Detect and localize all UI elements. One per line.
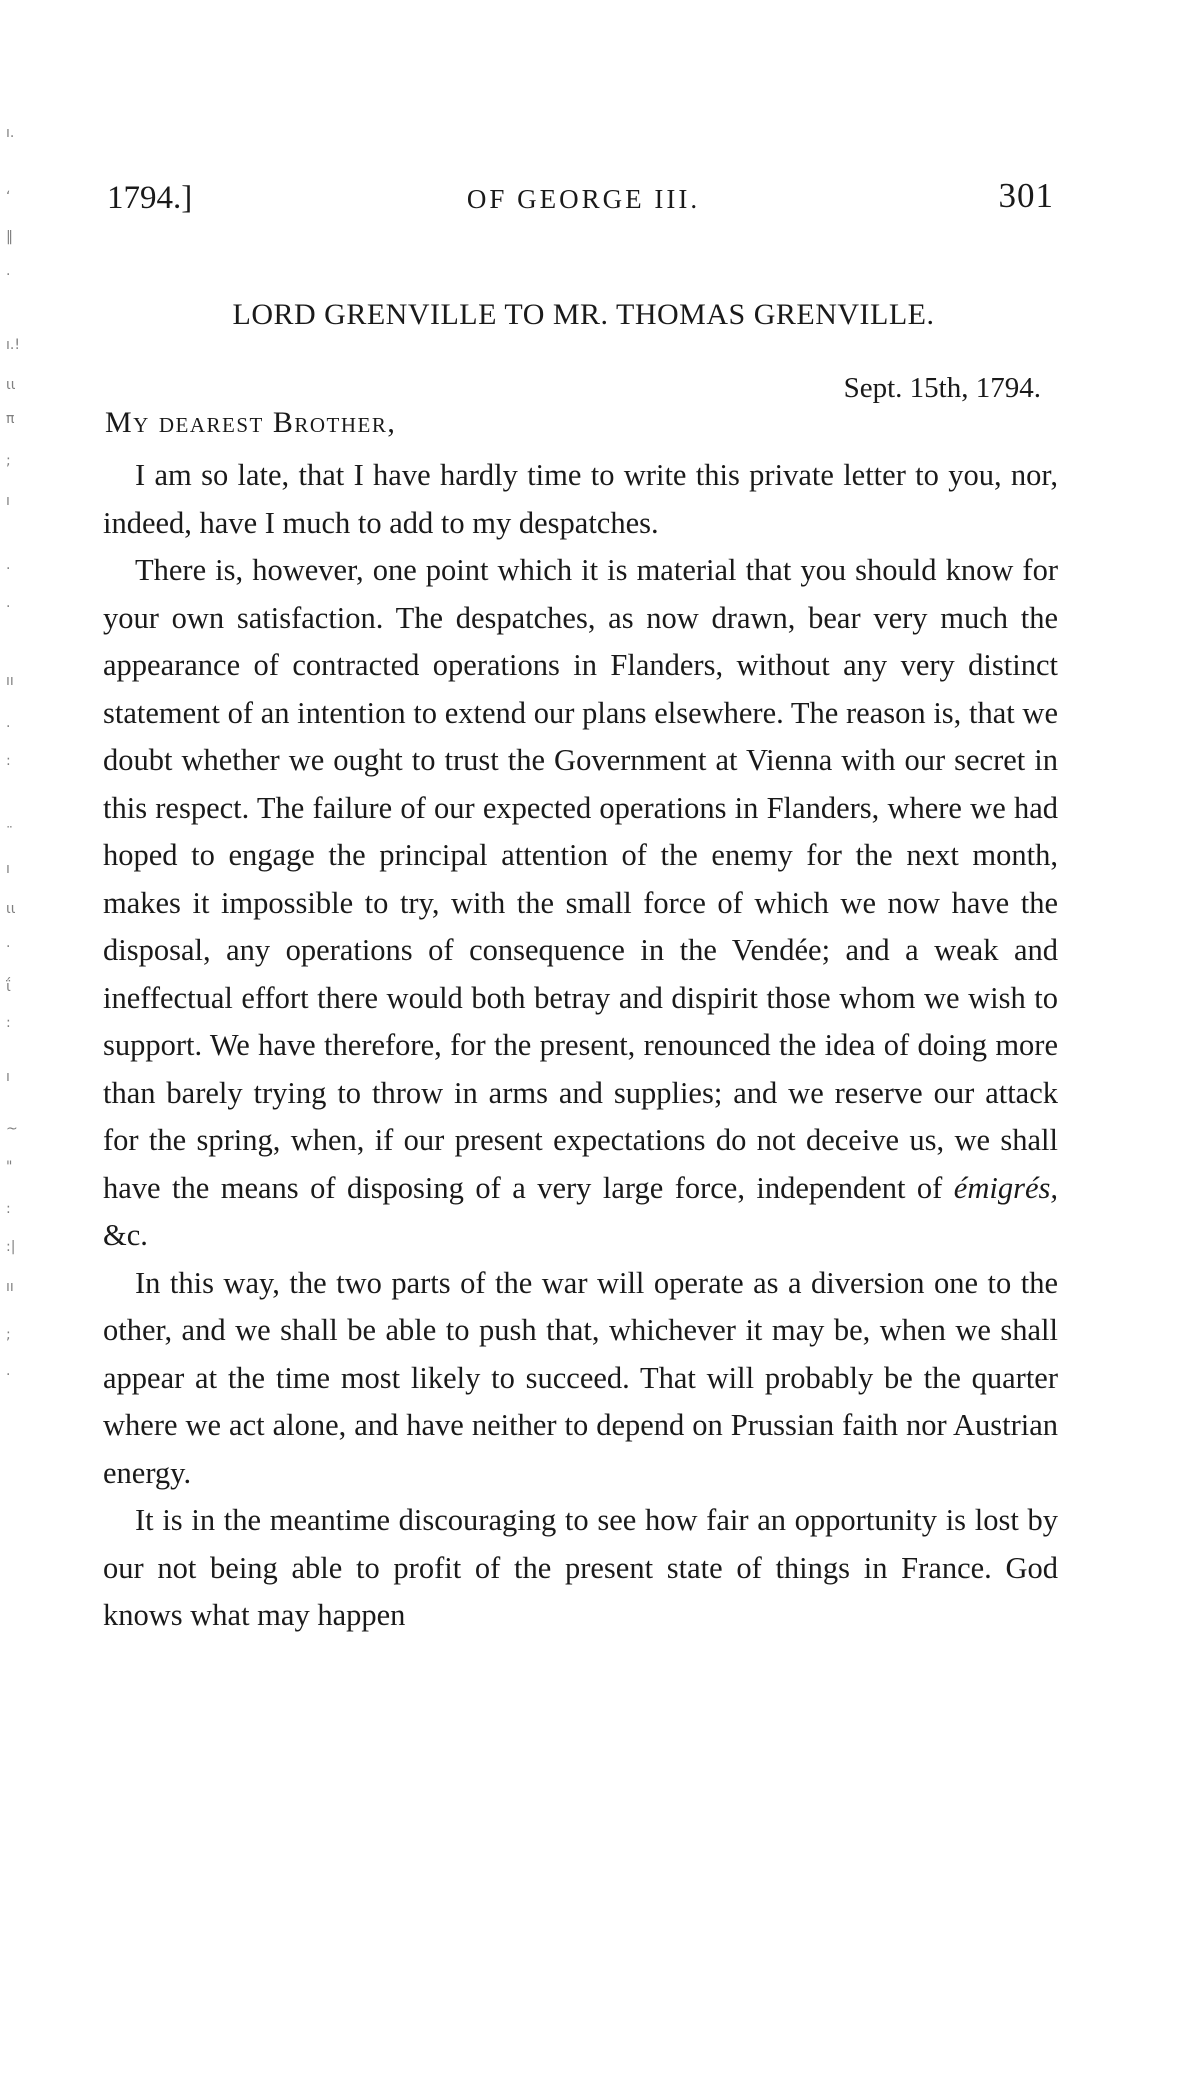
paragraph-2-tail: &c.	[103, 1218, 148, 1252]
running-head	[107, 176, 1060, 220]
paragraph-1-text: I am so late, that I have hardly time to write this private letter to you, nor, indeed, have I much to add to my despatches.	[103, 458, 1058, 540]
paragraph-3-text: In this way, the two parts of the war will operate as a diversion one to the other, and we shall be able to push that, whichever it may be, when we shall appear at the time most likely to succeed. That will probably be the quarter where we act alone, and have neither to depend on Prussian faith nor Austrian energy.	[103, 1265, 1058, 1490]
paragraph-2-text: There is, however, one point which it is material that you should know for your own satisfaction. The despatches, as now drawn, bear very much the appearance of contracted operations in Flanders, without any very distinct statement of an intention to extend our plans elsewhere. The reason is, that we doubt whether we ought to trust the Government at Vienna with our secret in this respect. The failure of our expected operations in Flanders, where we had hoped to engage the principal attention of the enemy for the next month, makes it impossible to try, with the small force of which we now have the disposal, any operations of consequence in the Vendée; and a weak and ineffectual effort there would both betray and dispirit those whom we wish to support. We have therefore, for the present, renounced the idea of doing more than barely trying to throw in arms and supplies; and we reserve our attack for the spring, when, if our present expectations do not deceive us, we shall have the means of disposing of a very large force, independent of	[103, 553, 1058, 1205]
letter-body	[103, 452, 1058, 1640]
running-head-year: 1794.]	[107, 180, 193, 216]
running-head-title: OF GEORGE III.	[466, 184, 701, 214]
paragraph-4	[103, 1497, 1058, 1640]
letter-title: LORD GRENVILLE TO MR. THOMAS GRENVILLE.	[232, 298, 935, 331]
letter-date: Sept. 15th, 1794.	[843, 372, 1041, 404]
letter-salutation: My dearest Brother,	[105, 406, 397, 439]
paragraph-3	[103, 1260, 1058, 1498]
page-number: 301	[998, 176, 1054, 215]
paragraph-4-text: It is in the meantime discouraging to see how fair an opportunity is lost by our not being able to profit of the present state of things in France. God knows what may happen	[103, 1503, 1058, 1632]
margin-bleedthrough: ı. ʻ ‖ · ı.! ιι π ; ı · · ıı . : ¨ ı ιι · ΐ : ı ~ " : :| ıı ; .	[6, 125, 20, 1379]
paragraph-2	[103, 547, 1058, 1260]
paragraph-2-italic: émigrés,	[953, 1170, 1058, 1205]
paragraph-1	[103, 452, 1058, 547]
